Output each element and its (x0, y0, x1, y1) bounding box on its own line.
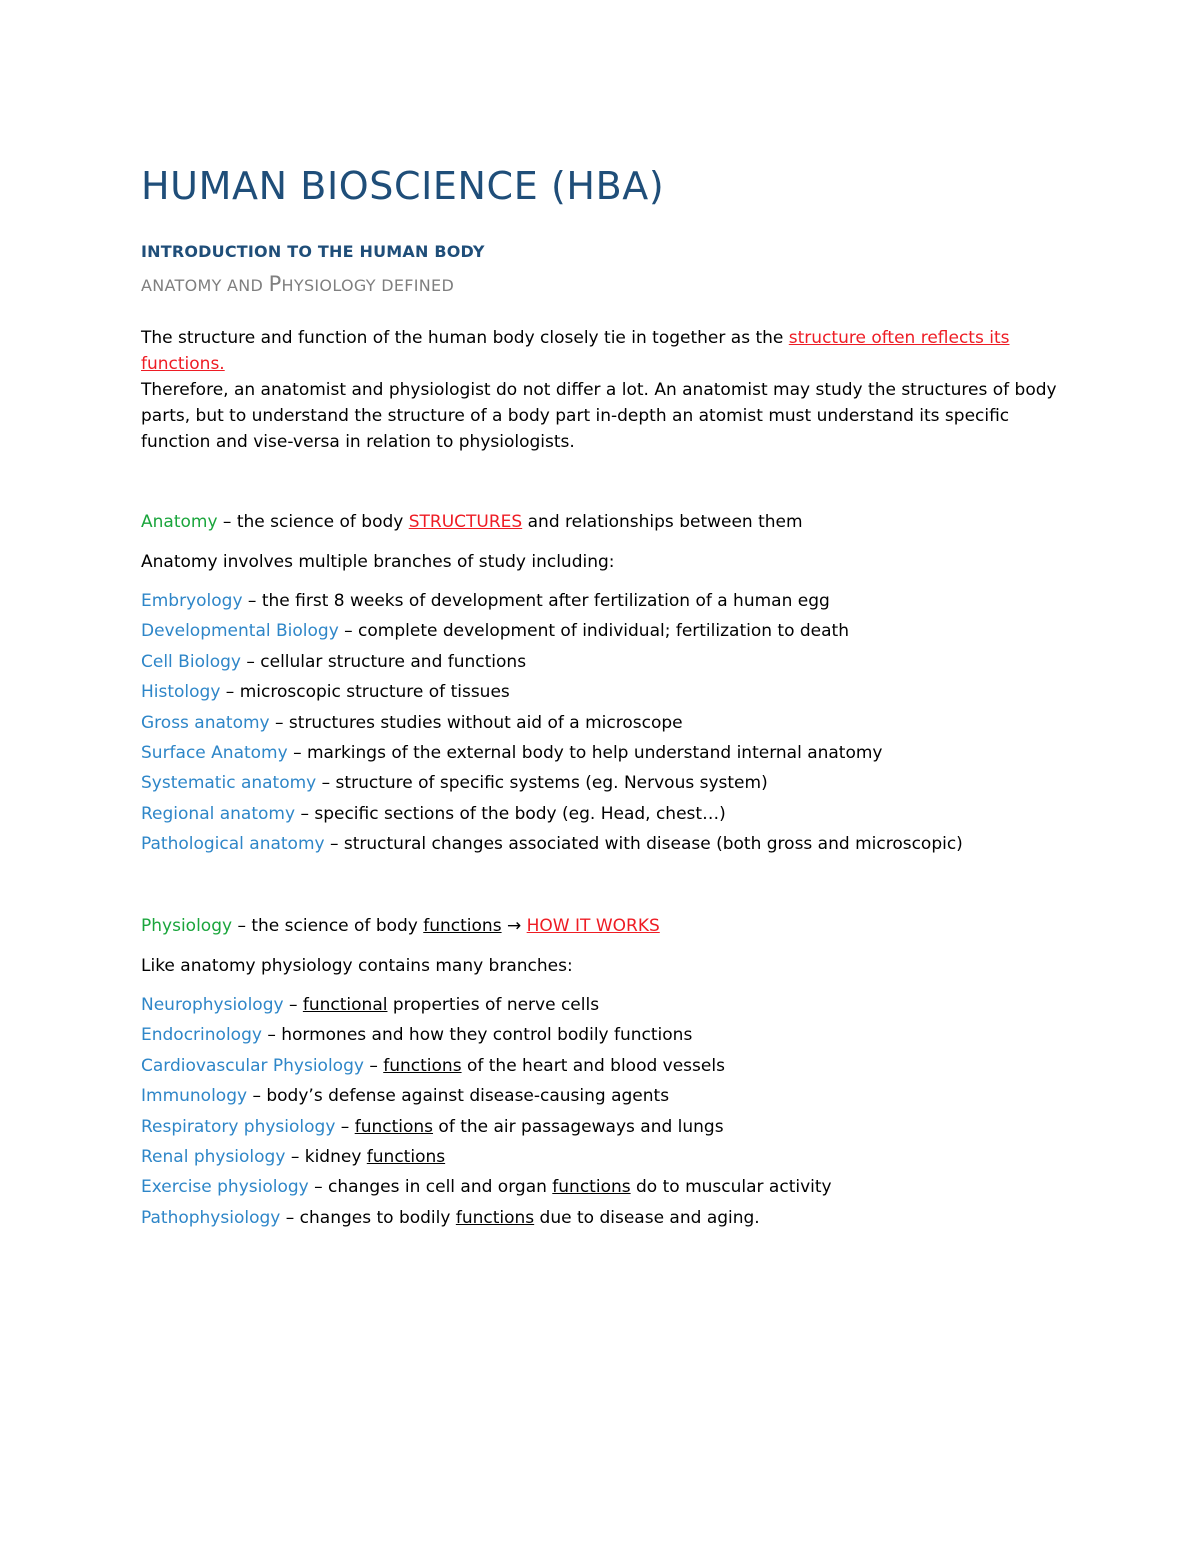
branch-term: Embryology (141, 591, 243, 611)
physiology-definition-prefix: – the science of body (232, 916, 424, 936)
list-item (141, 1145, 832, 1175)
list-item (141, 1206, 832, 1236)
branch-description: – hormones and how they control bodily functions (261, 1025, 693, 1046)
branch-description: – structure of specific systems (eg. Nervous system) (316, 773, 768, 794)
branch-description: – microscopic structure of tissues (220, 682, 510, 703)
physiology-term: Physiology (141, 916, 233, 936)
subheading-part2: HYSIOLOGY DEFINED (281, 276, 455, 295)
branch-description-end: do to muscular activity (630, 1177, 832, 1198)
list-item (141, 589, 963, 619)
branch-description-end: properties of nerve cells (387, 995, 600, 1015)
functions-underlined: functions (383, 1055, 462, 1076)
list-item (141, 711, 963, 741)
branch-description: – complete development of individual; fertilization to death (338, 621, 849, 642)
functions-underlined: functions (455, 1207, 535, 1228)
functions-underlined: functions (552, 1177, 631, 1198)
list-item (141, 771, 963, 801)
anatomy-branch-list (141, 589, 963, 863)
arrow-icon: → (501, 916, 527, 936)
branch-description: – structural changes associated with disease (both gross and microscopic) (324, 834, 963, 855)
list-item (141, 741, 963, 771)
intro-paragraph-2: Therefore, an anatomist and physiologist do not differ a lot. An anatomist may study the structures of body parts, but to understand the structure of a body part in-depth an atomist must understand its specific function and vise-versa in relation to physiologists. (141, 380, 1057, 452)
list-item (141, 619, 963, 649)
section-heading: INTRODUCTION TO THE HUMAN BODY (141, 242, 485, 261)
branch-description: – kidney (285, 1146, 367, 1167)
anatomy-branches-intro: Anatomy involves multiple branches of study including: (141, 552, 615, 572)
branch-description-end: of the heart and blood vessels (461, 1055, 725, 1076)
branch-term: Endocrinology (141, 1025, 262, 1046)
list-item (141, 1084, 832, 1114)
intro-emphasis: structure often reflects its functions. (141, 328, 1010, 374)
branch-term: Histology (141, 682, 221, 703)
branch-term: Cardiovascular Physiology (141, 1055, 364, 1076)
branch-term: Renal physiology (141, 1146, 286, 1167)
branch-description: – cellular structure and functions (240, 651, 527, 672)
list-item (141, 1054, 832, 1084)
branch-description: – structures studies without aid of a microscope (269, 712, 683, 733)
branch-term: Pathological anatomy (141, 834, 325, 855)
branch-term: Pathophysiology (141, 1207, 281, 1228)
anatomy-definition-suffix: and relationships between them (522, 512, 803, 532)
intro-paragraph-1 (141, 325, 1061, 377)
branch-description-end: of the air passageways and lungs (433, 1116, 724, 1137)
anatomy-definition (141, 510, 803, 534)
list-item (141, 802, 963, 832)
branch-term: Systematic anatomy (141, 773, 317, 794)
branch-description: – (363, 1055, 384, 1076)
physiology-functions-underlined: functions (423, 916, 502, 936)
functions-underlined: functional (302, 995, 388, 1015)
branch-description: – changes to bodily (280, 1207, 456, 1228)
subsection-heading (141, 272, 454, 296)
list-item (141, 832, 963, 862)
branch-description: – the first 8 weeks of development after fertilization of a human egg (242, 591, 830, 611)
branch-description: – specific sections of the body (eg. Head, chest…) (295, 803, 726, 824)
branch-term: Surface Anatomy (141, 742, 288, 763)
branch-description: – changes in cell and organ (308, 1177, 553, 1198)
branch-term: Regional anatomy (141, 803, 296, 824)
subheading-part1: ANATOMY AND (141, 276, 269, 295)
physiology-branches-intro: Like anatomy physiology contains many branches: (141, 956, 573, 976)
functions-underlined: functions (366, 1146, 446, 1167)
branch-term: Gross anatomy (141, 712, 270, 733)
branch-term: Immunology (141, 1086, 248, 1107)
intro-text: The structure and function of the human body closely tie in together as the (141, 328, 789, 348)
branch-term: Exercise physiology (141, 1177, 309, 1198)
branch-term: Developmental Biology (141, 621, 339, 642)
branch-description-end: due to disease and aging. (534, 1207, 760, 1228)
subheading-initial: P (268, 272, 282, 296)
physiology-emphasis: HOW IT WORKS (526, 916, 660, 936)
anatomy-term: Anatomy (141, 512, 218, 532)
branch-description: – markings of the external body to help understand internal anatomy (287, 742, 883, 763)
list-item (141, 993, 832, 1023)
branch-term: Cell Biology (141, 651, 241, 672)
physiology-definition (141, 914, 660, 938)
anatomy-definition-prefix: – the science of body (217, 512, 409, 532)
functions-underlined: functions (354, 1116, 434, 1137)
anatomy-emphasis: STRUCTURES (408, 512, 523, 532)
physiology-branch-list (141, 993, 832, 1236)
list-item (141, 1175, 832, 1205)
list-item (141, 1023, 832, 1053)
document-title: HUMAN BIOSCIENCE (HBA) (141, 164, 665, 208)
branch-description: – body’s defense against disease-causing agents (247, 1086, 670, 1107)
branch-term: Neurophysiology (141, 995, 284, 1015)
list-item (141, 1115, 832, 1145)
list-item (141, 650, 963, 680)
branch-description: – (283, 995, 303, 1015)
list-item (141, 680, 963, 710)
branch-term: Respiratory physiology (141, 1116, 336, 1137)
branch-description: – (335, 1116, 355, 1137)
